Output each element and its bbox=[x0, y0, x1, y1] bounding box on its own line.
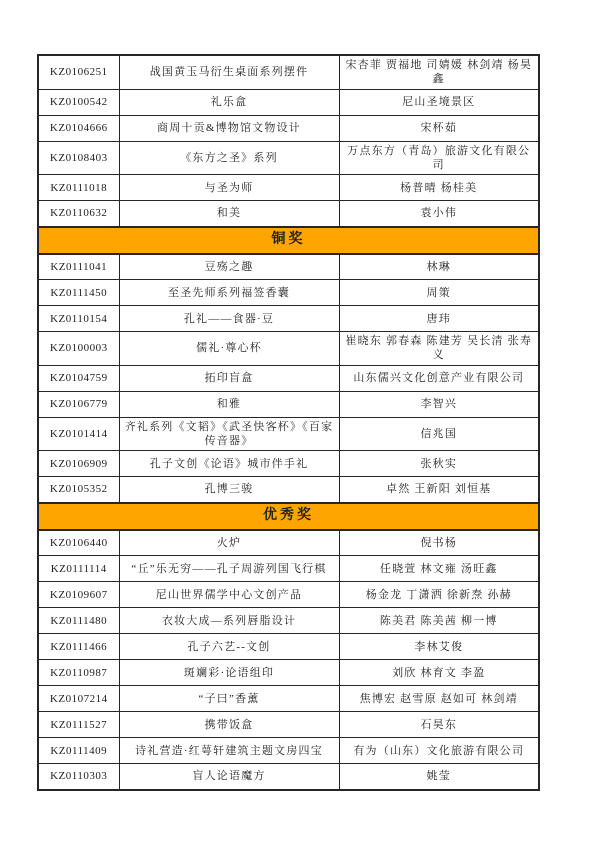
table-row bbox=[38, 141, 539, 175]
author-cell: 山东儒兴文化创意产业有限公司 bbox=[339, 365, 539, 391]
entry-code-cell: KZ0111018 bbox=[38, 175, 119, 201]
work-title-cell: 斑斓彩·论语组印 bbox=[119, 660, 339, 686]
entry-code-cell: KZ0110987 bbox=[38, 660, 119, 686]
author-cell: 信兆国 bbox=[339, 417, 539, 451]
table-row bbox=[38, 391, 539, 417]
author-cell: 倪书杨 bbox=[339, 530, 539, 556]
table-row bbox=[38, 89, 539, 115]
table-row bbox=[38, 660, 539, 686]
entry-code-cell: KZ0106779 bbox=[38, 391, 119, 417]
table-row bbox=[38, 280, 539, 306]
entry-code-cell: KZ0106440 bbox=[38, 530, 119, 556]
table-row bbox=[38, 175, 539, 201]
table-row bbox=[38, 686, 539, 712]
table-row bbox=[38, 608, 539, 634]
section-header: 铜奖 bbox=[38, 227, 539, 254]
work-title-cell: 携带饭盒 bbox=[119, 712, 339, 738]
work-title-cell: 衣妆大成—系列唇脂设计 bbox=[119, 608, 339, 634]
table-row bbox=[38, 712, 539, 738]
table-row bbox=[38, 115, 539, 141]
entry-code-cell: KZ0105352 bbox=[38, 477, 119, 503]
table-row bbox=[38, 417, 539, 451]
work-title-cell: 礼乐盒 bbox=[119, 89, 339, 115]
entry-code-cell: KZ0107214 bbox=[38, 686, 119, 712]
entry-code-cell: KZ0106251 bbox=[38, 55, 119, 89]
entry-code-cell: KZ0111041 bbox=[38, 254, 119, 280]
author-cell: 尼山圣境景区 bbox=[339, 89, 539, 115]
work-title-cell: 孔子六艺--文创 bbox=[119, 634, 339, 660]
entry-code-cell: KZ0101414 bbox=[38, 417, 119, 451]
entry-code-cell: KZ0111466 bbox=[38, 634, 119, 660]
entry-code-cell: KZ0109607 bbox=[38, 582, 119, 608]
author-cell: 宋杏菲 贾福地 司婧媛 林剑靖 杨昊鑫 bbox=[339, 55, 539, 89]
table-row bbox=[38, 201, 539, 227]
entry-code-cell: KZ0104666 bbox=[38, 115, 119, 141]
work-title-cell: 与圣为师 bbox=[119, 175, 339, 201]
work-title-cell: 豆殇之趣 bbox=[119, 254, 339, 280]
work-title-cell: 拓印盲盒 bbox=[119, 365, 339, 391]
entry-code-cell: KZ0111409 bbox=[38, 738, 119, 764]
author-cell: 卓然 王新阳 刘恒基 bbox=[339, 477, 539, 503]
work-title-cell: 和雅 bbox=[119, 391, 339, 417]
author-cell: 李林艾俊 bbox=[339, 634, 539, 660]
author-cell: 姚莹 bbox=[339, 764, 539, 790]
author-cell: 周策 bbox=[339, 280, 539, 306]
entry-code-cell: KZ0104759 bbox=[38, 365, 119, 391]
author-cell: 宋杯茹 bbox=[339, 115, 539, 141]
author-cell: 崔晓东 郭春森 陈建芳 吴长清 张寿义 bbox=[339, 332, 539, 366]
awards-table-body bbox=[38, 55, 539, 790]
section-header-row bbox=[38, 503, 539, 530]
work-title-cell: 孔子文创《论语》城市伴手礼 bbox=[119, 451, 339, 477]
work-title-cell: 和美 bbox=[119, 201, 339, 227]
author-cell: 有为（山东）文化旅游有限公司 bbox=[339, 738, 539, 764]
author-cell: 陈美君 陈美茜 柳一博 bbox=[339, 608, 539, 634]
table-row bbox=[38, 365, 539, 391]
author-cell: 袁小伟 bbox=[339, 201, 539, 227]
table-row bbox=[38, 634, 539, 660]
author-cell: 任晓萱 林文雍 汤旺鑫 bbox=[339, 556, 539, 582]
author-cell: 李智兴 bbox=[339, 391, 539, 417]
awards-table bbox=[37, 54, 540, 791]
author-cell: 焦博宏 赵雪原 赵如可 林剑靖 bbox=[339, 686, 539, 712]
table-row bbox=[38, 582, 539, 608]
author-cell: 万点东方（青岛）旅游文化有限公司 bbox=[339, 141, 539, 175]
work-title-cell: “子曰”香薰 bbox=[119, 686, 339, 712]
table-row bbox=[38, 738, 539, 764]
entry-code-cell: KZ0106909 bbox=[38, 451, 119, 477]
entry-code-cell: KZ0100003 bbox=[38, 332, 119, 366]
table-row bbox=[38, 477, 539, 503]
work-title-cell: 孔礼——食器·豆 bbox=[119, 306, 339, 332]
entry-code-cell: KZ0111450 bbox=[38, 280, 119, 306]
author-cell: 石昊东 bbox=[339, 712, 539, 738]
work-title-cell: 至圣先师系列福签香囊 bbox=[119, 280, 339, 306]
author-cell: 林琳 bbox=[339, 254, 539, 280]
author-cell: 张秋实 bbox=[339, 451, 539, 477]
entry-code-cell: KZ0108403 bbox=[38, 141, 119, 175]
work-title-cell: 战国黄玉马衍生桌面系列摆件 bbox=[119, 55, 339, 89]
author-cell: 刘欣 林育文 李盈 bbox=[339, 660, 539, 686]
work-title-cell: 《东方之圣》系列 bbox=[119, 141, 339, 175]
work-title-cell: 商周十贡&博物馆文物设计 bbox=[119, 115, 339, 141]
author-cell: 杨金龙 丁潇洒 徐新焘 孙赫 bbox=[339, 582, 539, 608]
work-title-cell: 儒礼·尊心杯 bbox=[119, 332, 339, 366]
section-header: 优秀奖 bbox=[38, 503, 539, 530]
work-title-cell: 齐礼系列《文韬》《武圣快客杯》《百家传音器》 bbox=[119, 417, 339, 451]
table-row bbox=[38, 451, 539, 477]
work-title-cell: “丘”乐无穷——孔子周游列国飞行棋 bbox=[119, 556, 339, 582]
work-title-cell: 盲人论语魔方 bbox=[119, 764, 339, 790]
table-row bbox=[38, 254, 539, 280]
entry-code-cell: KZ0111114 bbox=[38, 556, 119, 582]
entry-code-cell: KZ0111527 bbox=[38, 712, 119, 738]
table-row bbox=[38, 306, 539, 332]
entry-code-cell: KZ0111480 bbox=[38, 608, 119, 634]
author-cell: 唐玮 bbox=[339, 306, 539, 332]
table-row bbox=[38, 55, 539, 89]
table-row bbox=[38, 332, 539, 366]
entry-code-cell: KZ0110303 bbox=[38, 764, 119, 790]
work-title-cell: 孔博三骏 bbox=[119, 477, 339, 503]
table-row bbox=[38, 556, 539, 582]
author-cell: 杨普晴 杨桂美 bbox=[339, 175, 539, 201]
work-title-cell: 火炉 bbox=[119, 530, 339, 556]
work-title-cell: 尼山世界儒学中心文创产品 bbox=[119, 582, 339, 608]
table-row bbox=[38, 764, 539, 790]
entry-code-cell: KZ0110154 bbox=[38, 306, 119, 332]
table-row bbox=[38, 530, 539, 556]
entry-code-cell: KZ0110632 bbox=[38, 201, 119, 227]
section-header-row bbox=[38, 227, 539, 254]
entry-code-cell: KZ0100542 bbox=[38, 89, 119, 115]
work-title-cell: 诗礼营造·红萼轩建筑主题文房四宝 bbox=[119, 738, 339, 764]
